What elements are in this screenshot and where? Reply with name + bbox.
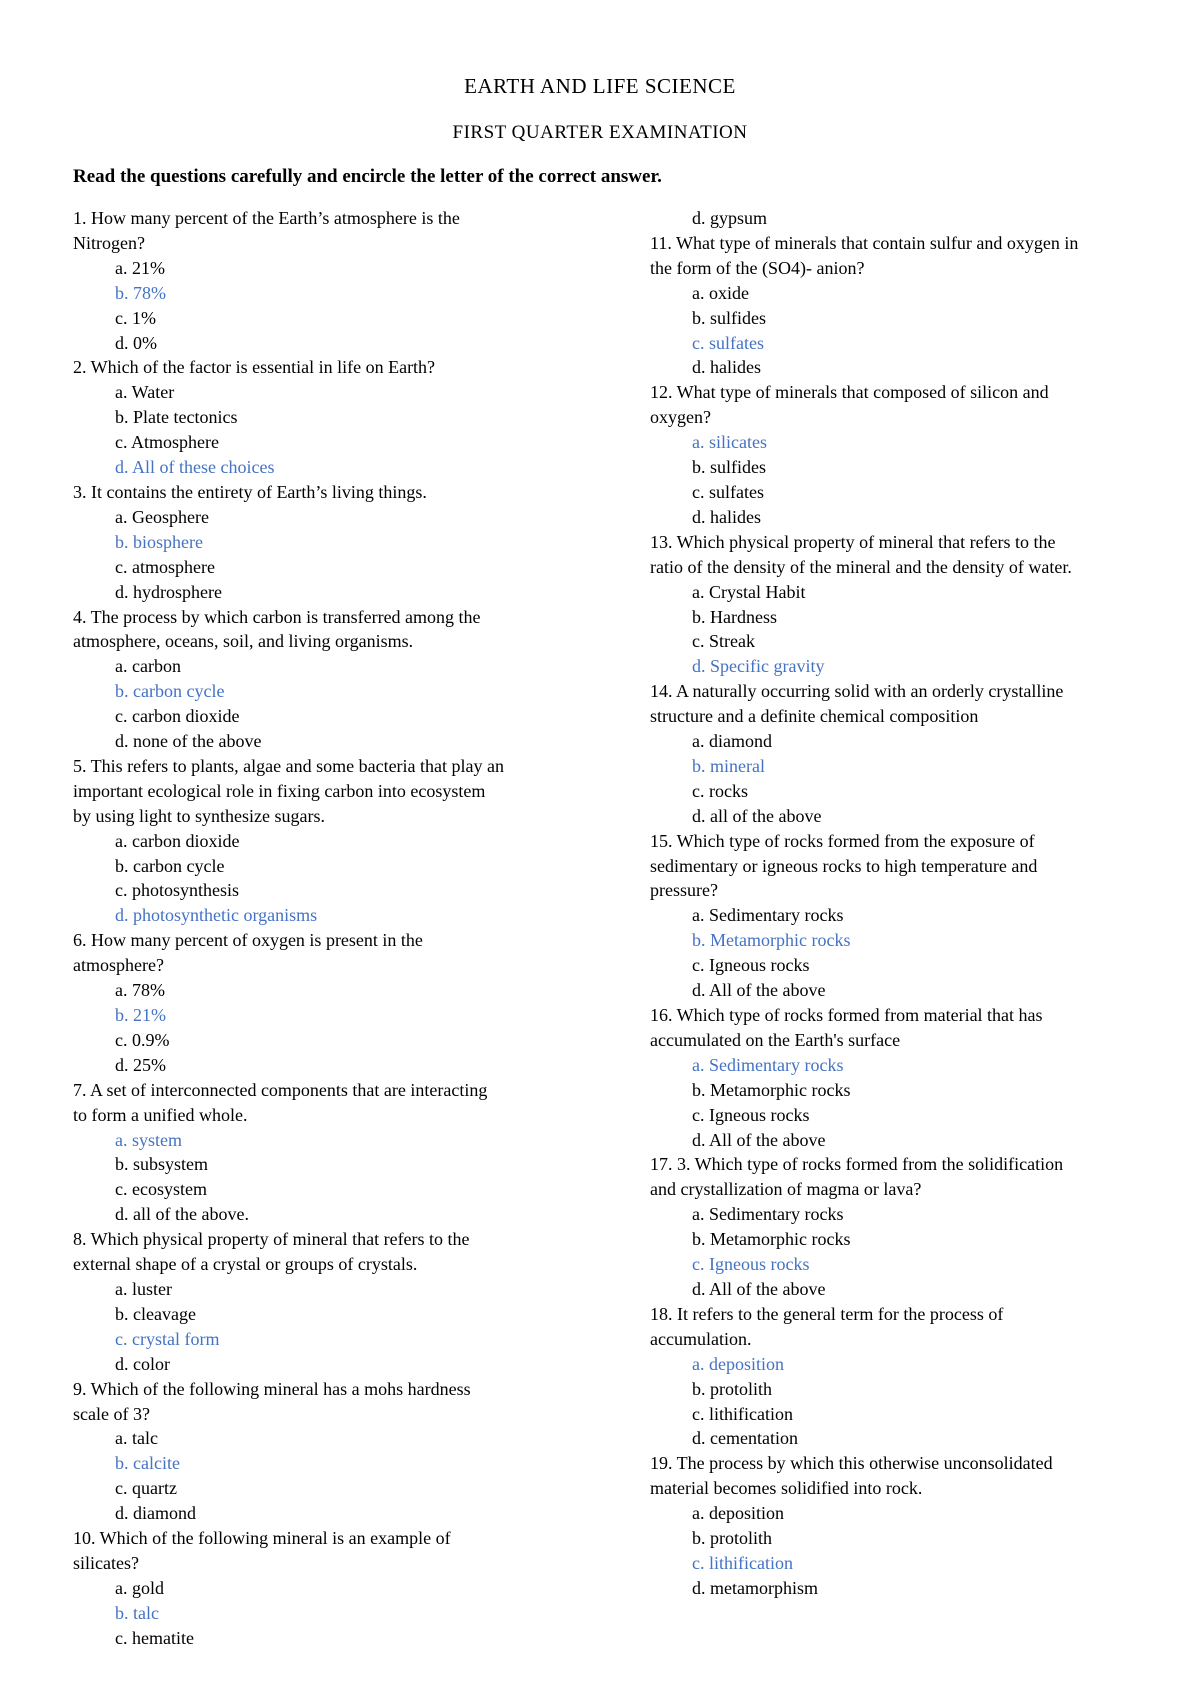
answer-option[interactable]: a. Water bbox=[115, 382, 175, 403]
answer-option[interactable]: a. carbon dioxide bbox=[115, 830, 240, 851]
answer-option-correct[interactable]: c. lithification bbox=[692, 1552, 793, 1573]
answer-option[interactable]: d. All of the above bbox=[692, 980, 826, 1001]
question-text: 9. Which of the following mineral has a mohs hardness bbox=[73, 1378, 471, 1399]
left-column bbox=[73, 206, 593, 1651]
question-block bbox=[73, 480, 593, 605]
question-text-continued: to form a unified whole. bbox=[73, 1104, 248, 1125]
question-text: 18. It refers to the general term for the process of bbox=[650, 1303, 1004, 1324]
question-text: 11. What type of minerals that contain sulfur and oxygen in bbox=[650, 232, 1079, 253]
question-block bbox=[650, 231, 1150, 380]
answer-option[interactable]: d. All of the above bbox=[692, 1278, 826, 1299]
question-block bbox=[650, 1003, 1150, 1152]
answer-option[interactable]: c. 1% bbox=[115, 307, 156, 328]
question-block bbox=[73, 1377, 593, 1526]
question-text-continued: by using light to synthesize sugars. bbox=[73, 805, 325, 826]
exam-title: EARTH AND LIFE SCIENCE bbox=[464, 74, 736, 98]
answer-option-correct[interactable]: d. Specific gravity bbox=[692, 656, 825, 677]
answer-option[interactable]: a. luster bbox=[115, 1278, 172, 1299]
answer-option[interactable]: b. Hardness bbox=[692, 606, 777, 627]
answer-option[interactable]: d. 0% bbox=[115, 332, 157, 353]
question-text-continued: the form of the (SO4)- anion? bbox=[650, 257, 865, 278]
answer-option[interactable]: c. rocks bbox=[692, 780, 748, 801]
answer-option[interactable]: c. Igneous rocks bbox=[692, 955, 810, 976]
question-text: 10. Which of the following mineral is an example of bbox=[73, 1528, 451, 1549]
answer-option[interactable]: c. photosynthesis bbox=[115, 880, 239, 901]
answer-option[interactable]: c. Streak bbox=[692, 631, 755, 652]
answer-option-correct[interactable]: b. biosphere bbox=[115, 531, 203, 552]
answer-option[interactable]: b. carbon cycle bbox=[115, 855, 225, 876]
question-block bbox=[650, 1152, 1150, 1301]
answer-option-correct[interactable]: d. photosynthetic organisms bbox=[115, 905, 318, 926]
question-block bbox=[650, 1451, 1150, 1600]
answer-option[interactable]: d. color bbox=[115, 1353, 170, 1374]
question-text: 8. Which physical property of mineral that refers to the bbox=[73, 1229, 470, 1250]
question-text-continued: ratio of the density of the mineral and the density of water. bbox=[650, 556, 1072, 577]
answer-option-correct[interactable]: c. Igneous rocks bbox=[692, 1254, 810, 1275]
answer-option-correct[interactable]: b. calcite bbox=[115, 1453, 180, 1474]
question-block bbox=[650, 380, 1150, 529]
answer-option[interactable]: a. diamond bbox=[692, 731, 772, 752]
answer-option[interactable]: b. sulfides bbox=[692, 307, 766, 328]
question-text-continued: oxygen? bbox=[650, 407, 711, 428]
answer-option[interactable]: c. carbon dioxide bbox=[115, 706, 240, 727]
question-block bbox=[73, 206, 593, 355]
answer-option-correct[interactable]: a. system bbox=[115, 1129, 182, 1150]
answer-option[interactable]: a. deposition bbox=[692, 1503, 784, 1524]
question-text-continued: accumulated on the Earth's surface bbox=[650, 1029, 901, 1050]
answer-option[interactable]: c. Igneous rocks bbox=[692, 1104, 810, 1125]
question-text: 2. Which of the factor is essential in life on Earth? bbox=[73, 357, 436, 378]
question-text-continued: structure and a definite chemical composition bbox=[650, 706, 979, 727]
answer-option[interactable]: a. Crystal Habit bbox=[692, 581, 806, 602]
question-text-continued: material becomes solidified into rock. bbox=[650, 1478, 923, 1499]
answer-option[interactable]: d. metamorphism bbox=[692, 1577, 818, 1598]
question-text: 13. Which physical property of mineral that refers to the bbox=[650, 531, 1056, 552]
question-block bbox=[73, 1526, 593, 1651]
question-text-continued: silicates? bbox=[73, 1552, 139, 1573]
answer-option-correct[interactable]: b. Metamorphic rocks bbox=[692, 930, 851, 951]
answer-option-correct[interactable]: b. 78% bbox=[115, 282, 166, 303]
answer-option[interactable]: d. hydrosphere bbox=[115, 581, 222, 602]
answer-option-correct[interactable]: b. carbon cycle bbox=[115, 681, 225, 702]
question-text-continued: important ecological role in fixing carbon into ecosystem bbox=[73, 780, 486, 801]
answer-option[interactable]: d. diamond bbox=[115, 1503, 196, 1524]
answer-option[interactable]: d. halides bbox=[692, 506, 761, 527]
answer-option-correct[interactable]: a. Sedimentary rocks bbox=[692, 1054, 844, 1075]
answer-option[interactable]: d. all of the above. bbox=[115, 1204, 249, 1225]
answer-option[interactable]: b. Metamorphic rocks bbox=[692, 1079, 851, 1100]
question-text-continued: atmosphere, oceans, soil, and living organisms. bbox=[73, 631, 414, 652]
answer-option-correct[interactable]: b. 21% bbox=[115, 1005, 166, 1025]
question-text-continued: Nitrogen? bbox=[73, 232, 145, 253]
answer-option[interactable]: b. Metamorphic rocks bbox=[692, 1229, 851, 1250]
question-text: 3. It contains the entirety of Earth’s living things. bbox=[73, 481, 427, 502]
answer-option[interactable]: b. sulfides bbox=[692, 457, 766, 478]
answer-option[interactable]: a. Sedimentary rocks bbox=[692, 905, 844, 926]
question-block bbox=[73, 1078, 593, 1227]
answer-option[interactable]: b. protolith bbox=[692, 1378, 772, 1399]
answer-option[interactable]: c. hematite bbox=[115, 1627, 194, 1648]
answer-option[interactable]: c. Atmosphere bbox=[115, 432, 219, 453]
question-block bbox=[73, 1227, 593, 1376]
answer-option[interactable]: c. 0.9% bbox=[115, 1029, 170, 1050]
question-text-continued: external shape of a crystal or groups of crystals. bbox=[73, 1254, 418, 1275]
question-block bbox=[650, 679, 1150, 828]
question-text: 6. How many percent of oxygen is present in the bbox=[73, 930, 423, 951]
question-block bbox=[73, 754, 593, 928]
answer-option[interactable]: d. gypsum bbox=[692, 208, 768, 228]
answer-option[interactable]: b. subsystem bbox=[115, 1154, 209, 1175]
answer-option-correct[interactable]: c. sulfates bbox=[692, 332, 764, 353]
answer-option[interactable]: c. lithification bbox=[692, 1403, 793, 1424]
question-block bbox=[650, 206, 1150, 231]
answer-option[interactable]: c. sulfates bbox=[692, 481, 764, 502]
answer-option[interactable]: a. Sedimentary rocks bbox=[692, 1204, 844, 1225]
question-text: 19. The process by which this otherwise unconsolidated bbox=[650, 1453, 1053, 1474]
question-text-continued: atmosphere? bbox=[73, 955, 164, 976]
answer-option[interactable]: b. cleavage bbox=[115, 1303, 196, 1324]
question-text: 14. A naturally occurring solid with an orderly crystalline bbox=[650, 681, 1064, 702]
answer-option[interactable]: c. quartz bbox=[115, 1478, 177, 1499]
answer-option[interactable]: a. 78% bbox=[115, 980, 165, 1001]
question-block bbox=[73, 355, 593, 480]
question-block bbox=[73, 605, 593, 754]
answer-option-correct[interactable]: a. deposition bbox=[692, 1353, 784, 1374]
question-text-continued: accumulation. bbox=[650, 1328, 752, 1349]
question-text: 17. 3. Which type of rocks formed from the solidification bbox=[650, 1154, 1064, 1175]
answer-option[interactable]: d. all of the above bbox=[692, 805, 822, 826]
question-text-continued: sedimentary or igneous rocks to high temperature and bbox=[650, 855, 1038, 876]
question-text: 1. How many percent of the Earth’s atmosphere is the bbox=[73, 208, 460, 228]
exam-subtitle: FIRST QUARTER EXAMINATION bbox=[452, 122, 748, 143]
question-text: 4. The process by which carbon is transferred among the bbox=[73, 606, 481, 627]
question-text: 15. Which type of rocks formed from the exposure of bbox=[650, 830, 1035, 851]
answer-option[interactable]: c. ecosystem bbox=[115, 1179, 207, 1200]
question-text-continued: and crystallization of magma or lava? bbox=[650, 1179, 922, 1200]
answer-option-correct[interactable]: d. All of these choices bbox=[115, 457, 275, 478]
answer-option[interactable]: d. none of the above bbox=[115, 731, 262, 752]
answer-option[interactable]: a. gold bbox=[115, 1577, 164, 1598]
answer-option[interactable]: b. protolith bbox=[692, 1528, 772, 1549]
answer-option[interactable]: d. 25% bbox=[115, 1054, 166, 1075]
answer-option[interactable]: a. Geosphere bbox=[115, 506, 209, 527]
answer-option-correct[interactable]: c. crystal form bbox=[115, 1328, 220, 1349]
answer-option[interactable]: d. All of the above bbox=[692, 1129, 826, 1150]
answer-option-correct[interactable]: b. mineral bbox=[692, 755, 765, 776]
answer-option[interactable]: d. cementation bbox=[692, 1428, 798, 1449]
question-block bbox=[650, 530, 1150, 679]
question-text: 16. Which type of rocks formed from material that has bbox=[650, 1005, 1043, 1025]
question-block bbox=[650, 829, 1150, 1003]
answer-option[interactable]: b. Plate tectonics bbox=[115, 407, 238, 428]
answer-option[interactable]: c. atmosphere bbox=[115, 556, 215, 577]
question-text-continued: scale of 3? bbox=[73, 1403, 150, 1424]
right-column bbox=[650, 206, 1150, 1601]
question-block bbox=[650, 1302, 1150, 1451]
question-block bbox=[73, 928, 593, 1077]
answer-option-correct[interactable]: a. silicates bbox=[692, 432, 767, 453]
instructions: Read the questions carefully and encircle the letter of the correct answer. bbox=[73, 166, 662, 187]
question-text: 12. What type of minerals that composed of silicon and bbox=[650, 382, 1049, 403]
answer-option[interactable]: d. halides bbox=[692, 357, 761, 378]
answer-option[interactable]: a. 21% bbox=[115, 257, 165, 278]
question-text-continued: pressure? bbox=[650, 880, 718, 901]
answer-option[interactable]: a. talc bbox=[115, 1428, 158, 1449]
question-text: 5. This refers to plants, algae and some bacteria that play an bbox=[73, 755, 505, 776]
answer-option[interactable]: a. oxide bbox=[692, 282, 749, 303]
answer-option-correct[interactable]: b. talc bbox=[115, 1602, 159, 1623]
question-text: 7. A set of interconnected components that are interacting bbox=[73, 1079, 488, 1100]
answer-option[interactable]: a. carbon bbox=[115, 656, 181, 677]
